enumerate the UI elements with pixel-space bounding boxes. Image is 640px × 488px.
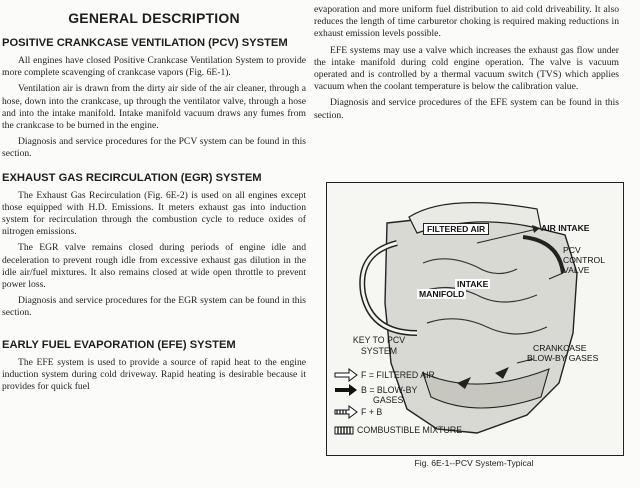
key-combustible-mixture: COMBUSTIBLE MIXTURE: [357, 425, 463, 435]
efe-paragraph-continued: evaporation and more uniform fuel distribution to aid cold driveability. It also reduces the length of time carburetor choking is required making reductions in exhaust emission levels possible.: [314, 4, 619, 40]
left-column: [2, 4, 306, 397]
figure-caption: Fig. 6E-1--PCV System-Typical: [414, 458, 534, 468]
label-manifold: MANIFOLD: [419, 289, 465, 299]
page-title: GENERAL DESCRIPTION: [68, 10, 240, 26]
key-f-plus-b: F + B: [361, 407, 383, 417]
pcv-paragraph-2: Ventilation air is drawn from the dirty air side of the air cleaner, through a hose, down into the crankcase, up through the ventilator valve, through a hose and into the intake manifold. Intake manifold vacuum draws any fumes from the crankcase to be burned in the engine.: [2, 83, 306, 132]
egr-paragraph-1: The Exhaust Gas Recirculation (Fig. 6E-2) is used on all engines except those equipped with H.D. Emissions. It meters exhaust gas into induction system for recirculation through the combustion cycle to reduce oxides of nitrogen emissions.: [2, 189, 306, 238]
efe-paragraph-3: Diagnosis and service procedures of the EFE system can be found in this section.: [314, 97, 619, 121]
pcv-system-figure: [326, 182, 624, 456]
label-control: CONTROL: [563, 255, 606, 265]
label-crankcase: CRANKCASE: [533, 343, 587, 353]
key-b-text: = BLOW-BY: [369, 385, 418, 395]
pcv-heading: POSITIVE CRANKCASE VENTILATION (PCV) SYSTEM: [2, 37, 288, 49]
label-air-intake: AIR INTAKE: [541, 223, 590, 233]
key-title-line-2: SYSTEM: [360, 346, 398, 356]
pcv-paragraph-1: All engines have closed Positive Crankcase Ventilation System to provide more complete scavenging of crankcase vapors (Fig. 6E-1).: [2, 55, 306, 79]
label-intake: INTAKE: [457, 279, 489, 289]
efe-paragraph-1: The EFE system is used to provide a source of rapid heat to the engine induction system during cold driveway. Rapid heating is desirable because it provides for quick fuel: [2, 356, 306, 393]
key-filtered-air: [361, 370, 435, 381]
right-column: [314, 4, 619, 126]
efe-paragraph-2: EFE systems may use a valve which increases the exhaust gas flow under the intake manifold during cold engine operation. The valve is vacuum operated and is controlled by a thermal vacuum switch (TVS) which applies vacuum when the coolant temperature is below the calibration value.: [314, 44, 619, 93]
key-f-letter: F: [361, 370, 367, 380]
pcv-paragraph-3: Diagnosis and service procedures for the PCV system can be found in this section.: [2, 136, 306, 160]
egr-paragraph-3: Diagnosis and service procedures for the EGR system can be found in this section.: [2, 295, 306, 319]
label-filtered-air: FILTERED AIR: [423, 223, 489, 235]
label-valve: VALVE: [563, 265, 590, 275]
key-b-letter: B: [361, 385, 367, 395]
label-blow-by-gases: BLOW-BY GASES: [527, 353, 599, 363]
key-blow-by: [361, 385, 417, 396]
efe-heading: EARLY FUEL EVAPORATION (EFE) SYSTEM: [2, 338, 236, 351]
key-gases: GASES: [373, 395, 404, 405]
egr-paragraph-2: The EGR valve remains closed during periods of engine idle and deceleration to prevent rough idle from excessive exhaust gas dilution in the idle air/fuel mixtures. It also remains closed at wide open throttle to prevent power loss.: [2, 242, 306, 291]
key-title-line-1: KEY TO PCV: [352, 335, 406, 345]
egr-heading: EXHAUST GAS RECIRCULATION (EGR) SYSTEM: [2, 171, 262, 184]
key-f-text: = FILTERED AIR: [368, 370, 435, 380]
label-pcv: PCV: [563, 245, 581, 255]
